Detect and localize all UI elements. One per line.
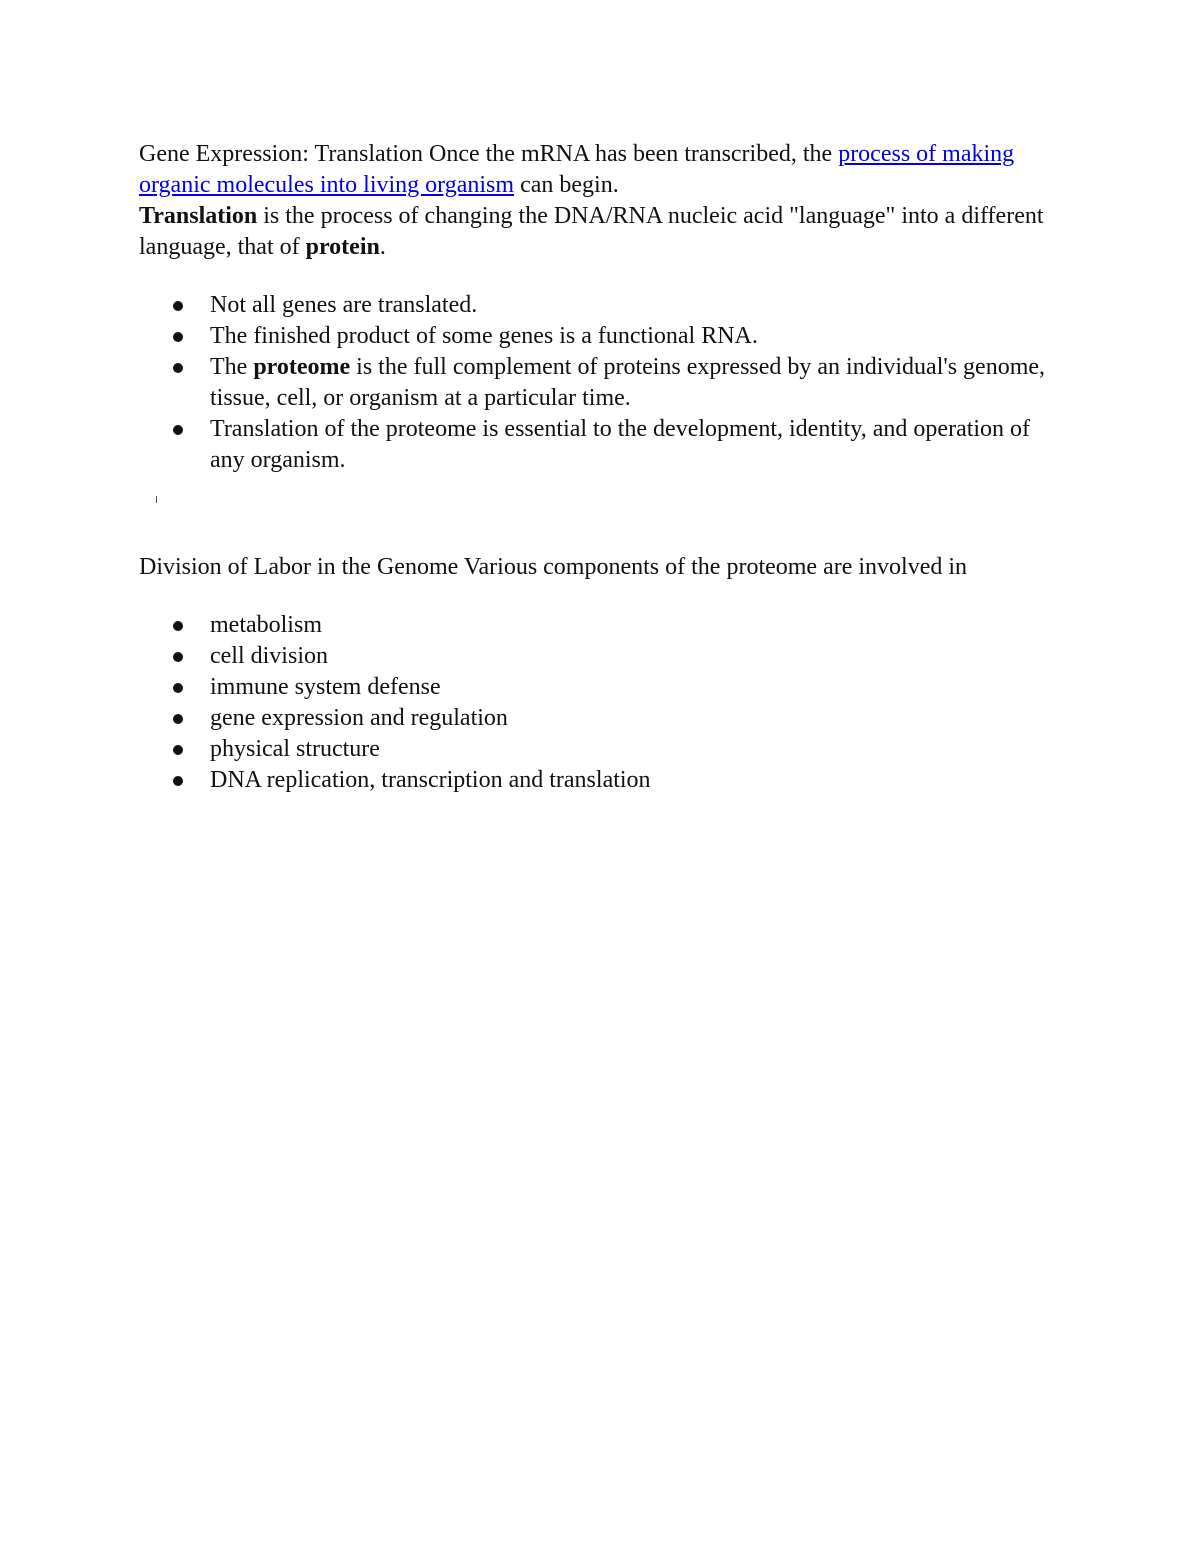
proteome-term: proteome (253, 354, 351, 380)
bullet-dot-icon (173, 714, 183, 724)
list-item-text: cell division (210, 643, 328, 669)
list-item (210, 734, 1099, 765)
bullet-dot-icon (173, 683, 183, 693)
list-item (210, 352, 1069, 414)
section-translation (139, 139, 1069, 476)
list-item-text: DNA replication, transcription and translation (210, 767, 651, 793)
bullet-dot-icon (173, 745, 183, 755)
stray-mark (156, 496, 157, 503)
translation-term: Translation (139, 203, 258, 229)
definition-text: is the process of changing the DNA/RNA nucleic acid "language" into a different language, that of (139, 203, 1044, 260)
section-division-of-labor (139, 552, 1099, 796)
bullet-dot-icon (173, 621, 183, 631)
list-item-text-pre: The (210, 354, 254, 380)
list-item-text: Translation of the proteome is essential to the development, identity, and operation of any organism. (210, 416, 1031, 473)
list-item (210, 641, 1099, 672)
division-heading: Division of Labor in the Genome Various components of the proteome are involved in (139, 554, 968, 580)
list-item (210, 414, 1069, 476)
list-item (210, 321, 1069, 352)
protein-term: protein (305, 234, 380, 260)
bullet-dot-icon (173, 332, 183, 342)
definition-end: . (379, 234, 386, 260)
intro-paragraph (139, 139, 1069, 263)
intro-tail: can begin. (514, 172, 619, 198)
list-item-text: physical structure (210, 736, 380, 762)
list-item-text: Not all genes are translated. (210, 292, 478, 318)
translation-bullet-list (139, 290, 1069, 476)
bullet-dot-icon (173, 301, 183, 311)
list-item-text: gene expression and regulation (210, 705, 508, 731)
bullet-dot-icon (173, 425, 183, 435)
list-item-text: immune system defense (210, 674, 441, 700)
bullet-dot-icon (173, 652, 183, 662)
list-item (210, 290, 1069, 321)
list-item-text: metabolism (210, 612, 322, 638)
bullet-dot-icon (173, 363, 183, 373)
list-item-text: The finished product of some genes is a functional RNA. (210, 323, 758, 349)
proteome-roles-list (139, 610, 1099, 796)
bullet-dot-icon (173, 776, 183, 786)
list-item (210, 672, 1099, 703)
process-link[interactable]: process of making organic molecules into living organism (139, 141, 1015, 198)
list-item (210, 703, 1099, 734)
list-item (210, 765, 1099, 796)
list-item-text-post: is the full complement of proteins expressed by an individual's genome, tissue, cell, or organism at a particular time. (210, 354, 1046, 411)
intro-text: Gene Expression: Translation Once the mRNA has been transcribed, the (139, 141, 839, 167)
list-item (210, 610, 1099, 641)
